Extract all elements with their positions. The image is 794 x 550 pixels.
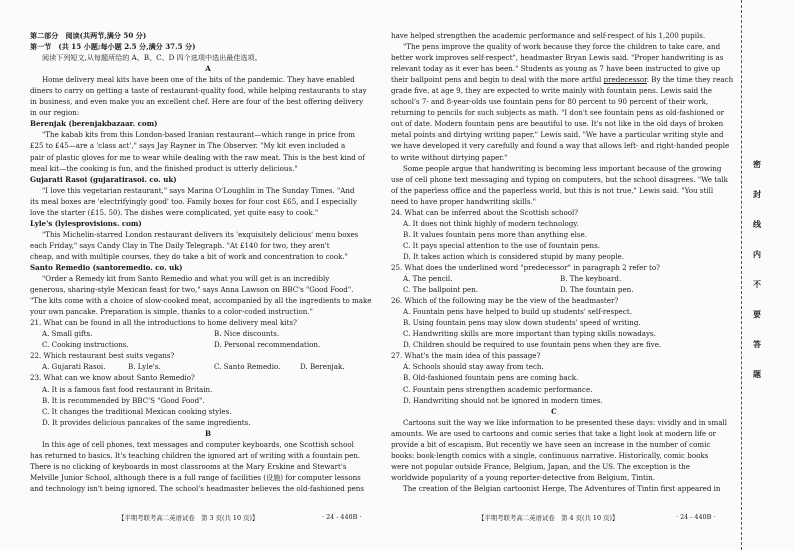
seal-margin (727, 0, 769, 550)
left-text-line: 22. Which restaurant best suits vegans? (30, 351, 175, 361)
right-text-line: of the paperless office and the paperless world, but this is not true," Lewis said. "You still (391, 185, 714, 195)
right-text-line: B. It values fountain pens more than anything else. (403, 229, 587, 239)
left-page-footer: 【半期考联考高二英语试卷 第 3 页(共 10 页)】 (118, 514, 259, 522)
left-text-line: £25 to £45—are a 'class act'," says Jay Rayner in The Observer. "My kit even included a (30, 141, 346, 151)
right-text-line: D. It takes action which is considered stupid by many people. (403, 251, 624, 261)
left-text-line: and technology isn't being ignored. The school's headmaster believes the old-fashioned pens (30, 483, 365, 493)
right-page-column (391, 30, 734, 494)
seal-character: 答 (753, 340, 761, 349)
left-text-line: 23. What can we know about Santo Remedio? (30, 373, 195, 383)
left-option: A. Small gifts. (42, 329, 93, 339)
left-option: B. Lyle's. (128, 362, 161, 372)
left-text-line: B (205, 428, 211, 438)
left-text-line: pair of plastic gloves for me to wear while dealing with the raw meat. This is the best kind of (30, 152, 365, 162)
right-text-line (391, 284, 717, 295)
right-text-line: out of date. Modern fountain pens are beautiful to use. It's not like in the old days of broken (391, 119, 724, 129)
left-text-line: "This Michelin-starred London restaurant delivers its 'exquisitely delicious' menu boxes (42, 229, 359, 239)
left-option: B. Nice discounts. (214, 329, 280, 339)
left-option: C. Santo Remedio. (214, 362, 281, 372)
right-text-line: B. Using fountain pens may slow down students' speed of writing. (403, 318, 641, 328)
left-text-line: generous, sharing-style Mexican feast for two," says Anna Lawson on BBC's "Good Food". (30, 285, 354, 295)
right-text-line: grade five, at age 9, they are expected to write mainly with fountain pens. Lewis said the (391, 86, 713, 96)
right-text-line: 24. What can be inferred about the Scottish school? (391, 207, 579, 217)
left-text-line: each Friday," says Candy Clay in The Daily Telegraph. "At £140 for two, they aren't (30, 240, 330, 250)
left-text-line: its meal boxes are 'electrifyingly good' too. Family boxes for four cost £65, and I especially (30, 196, 357, 206)
right-text-line: to write without dirtying paper." (391, 152, 508, 162)
left-text-line: D. It provides delicious pancakes of the same ingredients. (42, 417, 251, 427)
right-text-line: 27. What's the main idea of this passage? (391, 351, 541, 361)
right-text-line: were not popular outside France, Belgium, Japan, and the US. The exception is the (391, 461, 690, 471)
right-text-line: D. Handwriting should not be ignored in modern times. (403, 395, 603, 405)
right-text-line: worldwide popularity of a young reporter-detective from Belgium, Tintin. (391, 472, 655, 482)
seal-character: 封 (753, 190, 761, 199)
right-text-line (391, 273, 717, 284)
right-text-line: use of cell phone text messaging and typing on computers, but the school disagrees. "We talk (391, 174, 728, 184)
left-text-line: A. It is a famous fast food restaurant in Britain. (42, 384, 213, 394)
right-text-line: C. Handwriting skills are more important than typing skills nowadays. (403, 329, 656, 339)
right-text-line: 25. What does the underlined word "predecessor" in paragraph 2 refer to? (391, 262, 660, 272)
right-text-line: C. It pays special attention to the use of fountain pens. (403, 240, 601, 250)
right-text-line: metal points and dirtying writing paper," Lewis said. "We have a particular writing style and (391, 130, 724, 140)
seal-character: 线 (753, 220, 761, 229)
left-text-line: in our region: (30, 108, 80, 118)
seal-character: 要 (753, 310, 761, 319)
right-text-line: we have developed it very carefully and found a way that allows left- and right-handed people (391, 141, 730, 151)
right-text-line: school's 7- and 8-year-olds use fountain pens for 80 percent to 90 percent of their work, (391, 97, 709, 107)
right-text-line: provide a bit of escapism. But recently we have seen an increase in the number of comic (391, 439, 711, 449)
right-text-line: A. Schools should stay away from tech. (403, 362, 544, 372)
seal-character: 内 (753, 250, 761, 259)
left-text-line: meal kit—the cooking is fun, and the finished product is utterly delicious." (30, 163, 298, 173)
left-text-line: Gujarati Rasoi (gujaratirasoi. co. uk) (30, 174, 177, 184)
seal-line (741, 0, 742, 550)
right-text-line: 26. Which of the following may be the view of the headmaster? (391, 296, 619, 306)
left-text-line: love the starter (£15. 50). The dishes were complicated, yet quite easy to cook." (30, 207, 319, 217)
left-text-line: Berenjak (berenjakbazaar. com) (30, 119, 158, 129)
left-text-line: diners to carry on getting a taste of restaurant-quality food, while helping restaurants to stay (30, 86, 367, 96)
right-text-line: D. Children should be required to use fountain pens when they are five. (403, 340, 662, 350)
seal-character: 密 (753, 160, 761, 169)
seal-character: 不 (753, 280, 761, 289)
right-text-line: A. It does not think highly of modern technology. (403, 218, 579, 228)
left-text-line: 第一节 (共 15 小题;每小题 2.5 分,满分 37.5 分) (30, 42, 196, 52)
right-text-line: C (551, 406, 557, 416)
left-text-line: 阅读下列短文,从每题所给的 A、B、C、D 四个选项中选出最佳选项。 (42, 53, 262, 63)
seal-notice (751, 150, 763, 390)
left-text-line: Home delivery meal kits have been one of the bits of the pandemic. They have enabled (42, 75, 355, 85)
right-text-line: Some people argue that handwriting is becoming less important because of the growing (403, 163, 722, 173)
left-text-line: your own pancake. Preparation is simple, thanks to a color-coded instruction." (30, 307, 313, 317)
right-text-line: need to have proper handwriting skills." (391, 196, 537, 206)
left-text-line: B. It is recommended by BBC'S "Good Food". (42, 395, 205, 405)
left-option: D. Personal recommendation. (214, 340, 321, 350)
left-page-column (30, 30, 386, 494)
right-option: A. The pencil. (403, 274, 453, 284)
left-text-line: "The kabab kits from this London-based Iranian restaurant—which range in price from (42, 130, 355, 140)
left-option: D. Berenjak. (300, 362, 345, 372)
left-text-line (30, 361, 386, 372)
left-text-line: "The kits come with a choice of slow-cooked meat, accompanied by all the ingredients to make (30, 296, 372, 306)
right-text-line: relevant today as it ever has been." Students as young as 7 have been instructed to give up (391, 64, 721, 74)
left-text-line: There is no clicking of keyboards in most classrooms at the Mary Erskine and Stewart's (30, 461, 347, 471)
right-text-line: Cartoons suit the way we like information to be presented these days: vividly and in small (403, 417, 728, 427)
left-text-line (30, 339, 386, 350)
right-text-line: amounts. We are used to cartoons and comic series that take a light look at modern life or (391, 428, 717, 438)
right-text-line: B. Old-fashioned fountain pens are coming back. (403, 373, 579, 383)
right-text-line: have helped strengthen the academic performance and self-respect of his 1,200 pupils. (391, 31, 706, 40)
left-text-line: 第二部分 阅读(共两节,满分 50 分) (30, 31, 147, 40)
right-text-line: returning to pencils for such subjects as math. "I don't see fountain pens as old-fashioned or (391, 108, 725, 118)
left-text-line: in business, and even make you an excellent chef. Here are four of the best offering delivery (30, 97, 364, 107)
right-option: B. The keyboard. (560, 274, 622, 284)
right-option: C. The ballpoint pen. (403, 285, 479, 295)
left-text-line: has returned to basics. It's teaching children the ignored art of writing with a fountain pen. (30, 450, 361, 460)
left-text-line: A (205, 64, 211, 74)
right-text-line: better work improves self-respect", headmaster Bryan Lewis said. "Proper handwriting is as (391, 53, 724, 63)
right-text-line: books: book-length comics with a single, continuous narrative. Historically, comic books (391, 450, 709, 460)
left-text-line: C. It changes the traditional Mexican cooking styles. (42, 406, 232, 416)
right-text-line: The creation of the Belgian cartoonist Herge, The Adventures of Tintin first appeared in (403, 483, 721, 493)
right-text-line: their ballpoint pens and begin to deal with the more artful predecessor. By the time they reach (391, 75, 734, 85)
left-text-line: Santo Remedio (santoremedio. co. uk) (30, 262, 183, 272)
right-page-code: · 24 - 440B · (676, 513, 716, 521)
left-text-line: Melville Junior School, although there is a full range of facilities (设施) for computer lessons (30, 472, 361, 482)
left-option: C. Cooking instructions. (42, 340, 129, 350)
left-text-line: "Order a Remedy kit from Santo Remedio and what you will get is an incredibly (42, 274, 330, 284)
right-page-footer: 【半期考联考高二英语试卷 第 4 页(共 10 页)】 (478, 514, 619, 522)
underlined-word: predecessor (603, 75, 647, 85)
right-text-line: C. Fountain pens strengthen academic performance. (403, 384, 593, 394)
right-text-line: "The pens improve the quality of work because they force the children to take care, and (403, 42, 721, 52)
left-text-line: In this age of cell phones, text messages and computer keyboards, one Scottish school (42, 439, 354, 449)
left-text-line: Lyle's (lylesprovisions. com) (30, 218, 142, 228)
left-text-line: 21. What can be found in all the introductions to home delivery meal kits? (30, 318, 297, 328)
left-text-line (30, 328, 386, 339)
left-option: A. Gujarati Rasoi. (42, 362, 106, 372)
left-text-line: cheap, and with multiple courses, they do take a bit of work and concentration to cook." (30, 251, 348, 261)
right-option: D. The fountain pen. (560, 285, 634, 295)
left-page-code: · 24 - 440B · (322, 513, 362, 521)
right-text-line: A. Fountain pens have helped to build up students' self-respect. (403, 307, 632, 317)
seal-character: 题 (753, 370, 761, 379)
left-text-line: "I love this vegetarian restaurant," says Marina O'Loughlin in The Sunday Times. "And (42, 185, 355, 195)
